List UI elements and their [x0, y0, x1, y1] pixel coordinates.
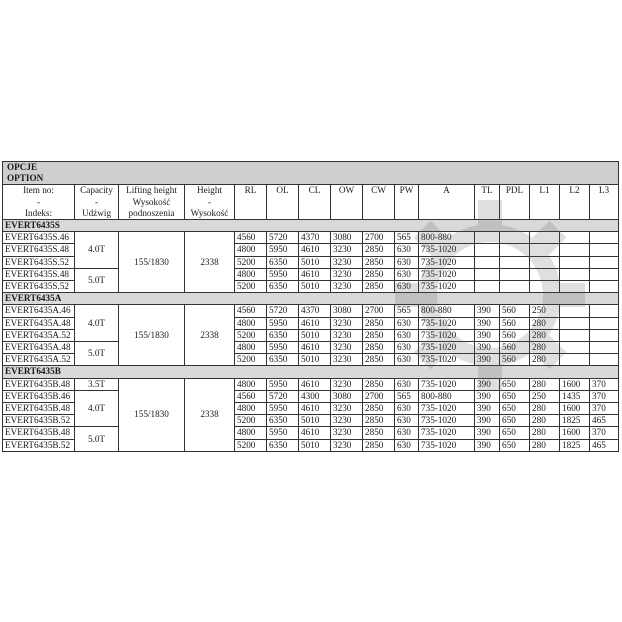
table-row — [3, 390, 619, 402]
cell-tl — [475, 232, 500, 244]
cell-l3 — [590, 268, 619, 280]
header-l2: L2 — [560, 185, 590, 220]
cell-pdl: 650 — [500, 427, 530, 439]
cell-ol: 5950 — [267, 244, 299, 256]
cell-l3 — [590, 317, 619, 329]
cell-l1 — [530, 244, 560, 256]
cell-a: 800-880 — [419, 305, 475, 317]
item-number: EVERT6435S.52 — [3, 281, 75, 293]
cell-a: 735-1020 — [419, 415, 475, 427]
cell-rl: 4800 — [235, 244, 267, 256]
cell-tl: 390 — [475, 415, 500, 427]
cell-rl: 5200 — [235, 256, 267, 268]
cell-cw: 2700 — [363, 232, 395, 244]
header-cl: CL — [299, 185, 331, 220]
lifting-height-cell: 155/1830 — [119, 378, 185, 451]
cell-pw: 630 — [395, 415, 419, 427]
cell-cw: 2850 — [363, 244, 395, 256]
cell-l1 — [530, 281, 560, 293]
cell-l2: 1825 — [560, 439, 590, 451]
cell-rl: 4560 — [235, 390, 267, 402]
cell-cl: 5010 — [299, 354, 331, 366]
cell-cl: 5010 — [299, 256, 331, 268]
cell-rl: 4800 — [235, 342, 267, 354]
cell-cw: 2700 — [363, 305, 395, 317]
cell-l3: 370 — [590, 378, 619, 390]
cell-ow: 3230 — [331, 403, 363, 415]
cell-ol: 5720 — [267, 305, 299, 317]
cell-ow: 3080 — [331, 390, 363, 402]
cell-l3: 465 — [590, 439, 619, 451]
cell-a: 735-1020 — [419, 256, 475, 268]
table-title — [3, 162, 619, 185]
cell-l2 — [560, 244, 590, 256]
cell-cw: 2850 — [363, 268, 395, 280]
header-l3: L3 — [590, 185, 619, 220]
cell-l2: 1600 — [560, 427, 590, 439]
header-tl: TL — [475, 185, 500, 220]
cell-ol: 5950 — [267, 342, 299, 354]
cell-l1: 250 — [530, 305, 560, 317]
cell-l3 — [590, 305, 619, 317]
cell-ol: 5950 — [267, 268, 299, 280]
group-name: EVERT6435A — [3, 293, 619, 305]
cell-a: 735-1020 — [419, 378, 475, 390]
cell-ow: 3230 — [331, 378, 363, 390]
cell-ow: 3230 — [331, 244, 363, 256]
item-number: EVERT6435A.48 — [3, 342, 75, 354]
cell-ow: 3230 — [331, 256, 363, 268]
title-row — [3, 162, 619, 185]
cell-rl: 5200 — [235, 439, 267, 451]
cell-ow: 3230 — [331, 317, 363, 329]
cell-ol: 6350 — [267, 354, 299, 366]
cell-pw: 630 — [395, 342, 419, 354]
cell-ow: 3230 — [331, 354, 363, 366]
cell-l1: 280 — [530, 317, 560, 329]
cell-ol: 6350 — [267, 256, 299, 268]
header-rl: RL — [235, 185, 267, 220]
cell-cw: 2850 — [363, 378, 395, 390]
table-row — [3, 232, 619, 244]
cell-l2 — [560, 232, 590, 244]
cell-l3 — [590, 354, 619, 366]
cell-cl: 4300 — [299, 390, 331, 402]
cell-a: 800-880 — [419, 232, 475, 244]
cell-a: 735-1020 — [419, 354, 475, 366]
table-row — [3, 268, 619, 280]
cell-pdl: 650 — [500, 378, 530, 390]
cell-a: 735-1020 — [419, 281, 475, 293]
cell-cl: 5010 — [299, 281, 331, 293]
header-l1: L1 — [530, 185, 560, 220]
cell-pdl: 650 — [500, 415, 530, 427]
cell-pw: 630 — [395, 329, 419, 341]
header-cw: CW — [363, 185, 395, 220]
item-number: EVERT6435B.48 — [3, 403, 75, 415]
cell-l1 — [530, 256, 560, 268]
cell-tl: 390 — [475, 390, 500, 402]
cell-l2: 1825 — [560, 415, 590, 427]
cell-a: 735-1020 — [419, 427, 475, 439]
cell-cw: 2850 — [363, 427, 395, 439]
cell-tl — [475, 281, 500, 293]
cell-l3: 370 — [590, 427, 619, 439]
cell-tl — [475, 256, 500, 268]
cell-a: 735-1020 — [419, 342, 475, 354]
cell-pw: 630 — [395, 427, 419, 439]
cell-ow: 3080 — [331, 305, 363, 317]
capacity-cell: 4.0T — [75, 390, 119, 427]
header-a: A — [419, 185, 475, 220]
cell-ow: 3230 — [331, 427, 363, 439]
cell-ol: 6350 — [267, 281, 299, 293]
cell-l1: 280 — [530, 403, 560, 415]
item-number: EVERT6435S.48 — [3, 244, 75, 256]
cell-l3 — [590, 342, 619, 354]
cell-tl: 390 — [475, 305, 500, 317]
item-number: EVERT6435B.52 — [3, 439, 75, 451]
table-row — [3, 427, 619, 439]
cell-ow: 3230 — [331, 268, 363, 280]
cell-cl: 4610 — [299, 268, 331, 280]
cell-tl — [475, 244, 500, 256]
options-table — [2, 161, 619, 452]
group-header-row — [3, 366, 619, 378]
cell-cw: 2850 — [363, 329, 395, 341]
cell-pw: 630 — [395, 403, 419, 415]
cell-tl: 390 — [475, 403, 500, 415]
capacity-cell: 3.5T — [75, 378, 119, 390]
cell-l1: 280 — [530, 354, 560, 366]
capacity-cell: 4.0T — [75, 305, 119, 342]
header-ow: OW — [331, 185, 363, 220]
cell-ol: 5950 — [267, 403, 299, 415]
cell-l1: 280 — [530, 342, 560, 354]
cell-l3: 370 — [590, 403, 619, 415]
group-header-row — [3, 220, 619, 232]
cell-l1: 280 — [530, 378, 560, 390]
table-row — [3, 305, 619, 317]
capacity-cell: 5.0T — [75, 268, 119, 292]
cell-pw: 630 — [395, 354, 419, 366]
cell-ow: 3230 — [331, 342, 363, 354]
cell-cl: 4610 — [299, 403, 331, 415]
cell-rl: 4800 — [235, 268, 267, 280]
cell-rl: 5200 — [235, 415, 267, 427]
cell-l2 — [560, 317, 590, 329]
cell-pdl — [500, 244, 530, 256]
cell-pw: 630 — [395, 378, 419, 390]
cell-l1: 280 — [530, 329, 560, 341]
cell-l1 — [530, 268, 560, 280]
cell-l2 — [560, 281, 590, 293]
cell-ol: 5950 — [267, 378, 299, 390]
cell-a: 735-1020 — [419, 244, 475, 256]
cell-pdl — [500, 256, 530, 268]
cell-tl: 390 — [475, 342, 500, 354]
cell-tl — [475, 268, 500, 280]
item-number: EVERT6435S.48 — [3, 268, 75, 280]
cell-pw: 565 — [395, 305, 419, 317]
cell-pw: 630 — [395, 281, 419, 293]
cell-l3 — [590, 329, 619, 341]
capacity-cell: 4.0T — [75, 232, 119, 269]
cell-rl: 5200 — [235, 354, 267, 366]
cell-pdl: 560 — [500, 342, 530, 354]
options-table-container — [2, 161, 618, 452]
header-height: Height - Wysokość — [185, 185, 235, 220]
cell-ol: 5950 — [267, 427, 299, 439]
header-lifting-height: Lifting height Wysokość podnoszenia — [119, 185, 185, 220]
header-pw: PW — [395, 185, 419, 220]
item-number: EVERT6435B.46 — [3, 390, 75, 402]
cell-pdl: 560 — [500, 354, 530, 366]
cell-l3: 465 — [590, 415, 619, 427]
group-name: EVERT6435B — [3, 366, 619, 378]
cell-l3 — [590, 232, 619, 244]
item-number: EVERT6435A.52 — [3, 329, 75, 341]
header-pdl: PDL — [500, 185, 530, 220]
cell-pdl: 560 — [500, 317, 530, 329]
cell-l1: 280 — [530, 439, 560, 451]
item-number: EVERT6435S.52 — [3, 256, 75, 268]
cell-cw: 2850 — [363, 415, 395, 427]
cell-ow: 3230 — [331, 329, 363, 341]
cell-rl: 5200 — [235, 281, 267, 293]
cell-cl: 4610 — [299, 317, 331, 329]
cell-ol: 6350 — [267, 439, 299, 451]
lifting-height-cell: 155/1830 — [119, 305, 185, 366]
cell-cw: 2850 — [363, 281, 395, 293]
cell-ol: 6350 — [267, 329, 299, 341]
cell-cl: 4610 — [299, 427, 331, 439]
cell-ow: 3230 — [331, 439, 363, 451]
height-cell: 2338 — [185, 305, 235, 366]
cell-l1: 280 — [530, 415, 560, 427]
cell-cw: 2850 — [363, 317, 395, 329]
header-ol: OL — [267, 185, 299, 220]
cell-ow: 3080 — [331, 232, 363, 244]
cell-rl: 5200 — [235, 329, 267, 341]
cell-ol: 5720 — [267, 232, 299, 244]
lifting-height-cell: 155/1830 — [119, 232, 185, 293]
column-header-row — [3, 185, 619, 220]
cell-rl: 4800 — [235, 403, 267, 415]
cell-cw: 2850 — [363, 403, 395, 415]
cell-cl: 4370 — [299, 305, 331, 317]
cell-cl: 5010 — [299, 329, 331, 341]
cell-a: 735-1020 — [419, 439, 475, 451]
cell-cw: 2850 — [363, 354, 395, 366]
table-row — [3, 378, 619, 390]
item-number: EVERT6435A.48 — [3, 317, 75, 329]
cell-l3: 370 — [590, 390, 619, 402]
cell-pdl — [500, 268, 530, 280]
cell-rl: 4560 — [235, 305, 267, 317]
cell-pw: 565 — [395, 390, 419, 402]
height-cell: 2338 — [185, 378, 235, 451]
table-row — [3, 342, 619, 354]
capacity-cell: 5.0T — [75, 342, 119, 366]
cell-a: 800-880 — [419, 390, 475, 402]
cell-cw: 2850 — [363, 256, 395, 268]
cell-l2 — [560, 354, 590, 366]
cell-l3 — [590, 281, 619, 293]
cell-l2 — [560, 256, 590, 268]
cell-a: 735-1020 — [419, 403, 475, 415]
cell-cl: 5010 — [299, 439, 331, 451]
cell-cl: 4610 — [299, 342, 331, 354]
header-capacity: Capacity - Udźwig — [75, 185, 119, 220]
cell-cl: 4370 — [299, 232, 331, 244]
cell-pdl — [500, 232, 530, 244]
item-number: EVERT6435B.48 — [3, 427, 75, 439]
cell-pdl: 560 — [500, 329, 530, 341]
cell-pw: 630 — [395, 439, 419, 451]
cell-ol: 6350 — [267, 415, 299, 427]
item-number: EVERT6435B.48 — [3, 378, 75, 390]
cell-ow: 3230 — [331, 415, 363, 427]
cell-a: 735-1020 — [419, 268, 475, 280]
cell-l1 — [530, 232, 560, 244]
cell-pw: 630 — [395, 256, 419, 268]
cell-pdl: 560 — [500, 305, 530, 317]
cell-a: 735-1020 — [419, 317, 475, 329]
cell-pdl — [500, 281, 530, 293]
item-number: EVERT6435A.46 — [3, 305, 75, 317]
cell-pdl: 650 — [500, 403, 530, 415]
cell-tl: 390 — [475, 317, 500, 329]
cell-l2: 1600 — [560, 378, 590, 390]
cell-cl: 5010 — [299, 415, 331, 427]
cell-l2 — [560, 342, 590, 354]
height-cell: 2338 — [185, 232, 235, 293]
cell-l2 — [560, 329, 590, 341]
cell-pw: 630 — [395, 244, 419, 256]
cell-rl: 4800 — [235, 317, 267, 329]
item-number: EVERT6435B.52 — [3, 415, 75, 427]
cell-cl: 4610 — [299, 244, 331, 256]
title-line-2: OPTION — [7, 173, 44, 184]
cell-a: 735-1020 — [419, 329, 475, 341]
cell-ol: 5720 — [267, 390, 299, 402]
cell-l2 — [560, 305, 590, 317]
cell-tl: 390 — [475, 354, 500, 366]
cell-l3 — [590, 244, 619, 256]
cell-cw: 2850 — [363, 439, 395, 451]
cell-l2: 1600 — [560, 403, 590, 415]
group-name: EVERT6435S — [3, 220, 619, 232]
cell-pw: 630 — [395, 268, 419, 280]
capacity-cell: 5.0T — [75, 427, 119, 451]
item-number: EVERT6435A.52 — [3, 354, 75, 366]
cell-l2: 1435 — [560, 390, 590, 402]
cell-l1: 280 — [530, 427, 560, 439]
cell-pdl: 650 — [500, 439, 530, 451]
title-line-1: OPCJE — [7, 162, 38, 172]
cell-cw: 2700 — [363, 390, 395, 402]
cell-tl: 390 — [475, 427, 500, 439]
cell-tl: 390 — [475, 378, 500, 390]
cell-cw: 2850 — [363, 342, 395, 354]
cell-tl: 390 — [475, 439, 500, 451]
cell-ow: 3230 — [331, 281, 363, 293]
cell-pw: 630 — [395, 317, 419, 329]
header-item: Item no: - Indeks: — [3, 185, 75, 220]
cell-l3 — [590, 256, 619, 268]
cell-cl: 4610 — [299, 378, 331, 390]
cell-ol: 5950 — [267, 317, 299, 329]
item-number: EVERT6435S.46 — [3, 232, 75, 244]
cell-rl: 4560 — [235, 232, 267, 244]
cell-rl: 4800 — [235, 378, 267, 390]
cell-l2 — [560, 268, 590, 280]
cell-pdl: 650 — [500, 390, 530, 402]
group-header-row — [3, 293, 619, 305]
cell-l1: 250 — [530, 390, 560, 402]
cell-rl: 4800 — [235, 427, 267, 439]
cell-tl: 390 — [475, 329, 500, 341]
cell-pw: 565 — [395, 232, 419, 244]
